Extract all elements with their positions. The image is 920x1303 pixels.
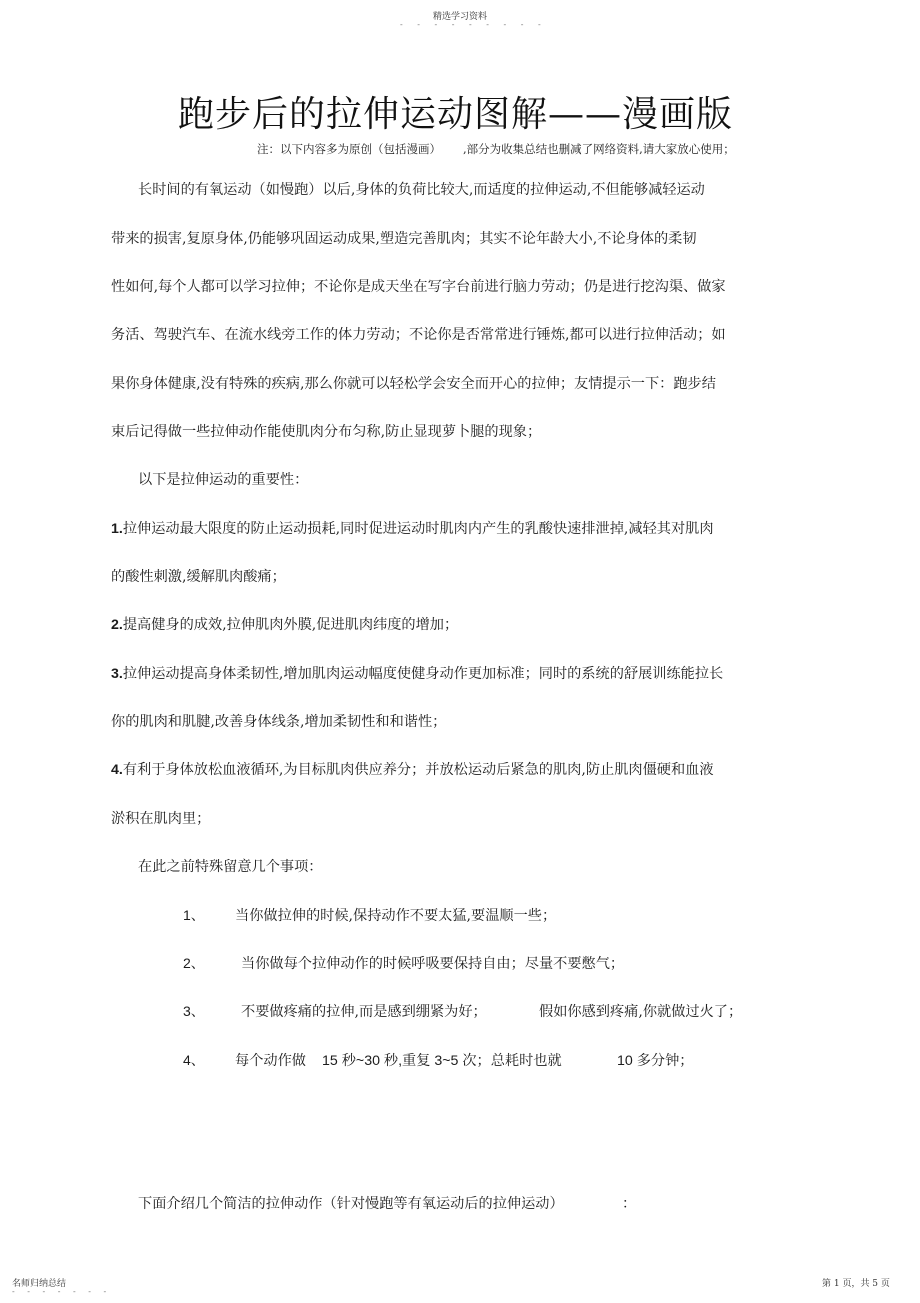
- importance-item-3-cont: 你的肌肉和肌腱,改善身体线条,增加柔韧性和和谐性；: [111, 714, 447, 730]
- importance-heading: 以下是拉伸运动的重要性：: [138, 472, 309, 488]
- importance-item-2-text: 提高健身的成效,拉伸肌肉外膜,促进肌肉纬度的增加；: [122, 617, 459, 633]
- author-note-part2: ,部分为收集总结也删减了网络资料,请大家放心使用；: [463, 142, 735, 156]
- note-3-text-a: 不要做疼痛的拉伸,而是感到绷紧为好；: [241, 1004, 487, 1020]
- footer-dash-line: - - - - - - -: [12, 1287, 112, 1296]
- intro-line-1: 长时间的有氧运动（如慢跑）以后,身体的负荷比较大,而适度的拉伸运动,不但能够减轻运动: [138, 182, 705, 198]
- intro-line-2: 带来的损害,复原身体,仍能够巩固运动成果,塑造完善肌肉；其实不论年龄大小,不论身体的柔韧: [111, 231, 697, 247]
- note-2-num: 2、: [183, 955, 205, 971]
- importance-item-1-text: 拉伸运动最大限度的防止运动损耗,同时促进运动时肌肉内产生的乳酸快速排泄掉,减轻其对肌肉: [122, 521, 714, 537]
- importance-item-4-text: 有利于身体放松血液循环,为目标肌肉供应养分；并放松运动后紧急的肌肉,防止肌肉僵硬和血液: [122, 762, 714, 778]
- importance-item-3-text: 拉伸运动提高身体柔韧性,增加肌肉运动幅度使健身动作更加标准；同时的系统的舒展训练能拉长: [122, 666, 724, 682]
- importance-item-1-num: 1.: [111, 521, 123, 537]
- header-label: 精选学习资料: [432, 12, 487, 22]
- footer-left-label: 名师归纳总结: [12, 1279, 67, 1289]
- notes-heading: 在此之前特殊留意几个事项：: [138, 859, 323, 875]
- header-dash-line: - - - - - - - - -: [400, 20, 547, 29]
- page-title: 跑步后的拉伸运动图解——漫画版: [178, 94, 734, 135]
- note-1-text: 当你做拉伸的时候,保持动作不要太猛,要温顺一些；: [235, 908, 557, 924]
- note-3-text-b: 假如你感到疼痛,你就做过火了；: [539, 1004, 743, 1020]
- note-4-text-3: 10 多分钟；: [617, 1053, 694, 1069]
- intro-line-5: 果你身体健康,没有特殊的疾病,那么你就可以轻松学会安全而开心的拉伸；友情提示一下：跑步结: [111, 376, 716, 392]
- page-number: 第 1 页，共 5 页: [822, 1279, 890, 1289]
- importance-item-2: [111, 614, 458, 634]
- note-1-num: 1、: [183, 907, 205, 923]
- moves-intro-colon: ：: [622, 1196, 637, 1212]
- importance-item-2-num: 2.: [111, 617, 123, 633]
- moves-intro: 下面介绍几个简洁的拉伸动作（针对慢跑等有氧运动后的拉伸运动）: [138, 1196, 564, 1212]
- importance-item-4: [111, 759, 714, 779]
- intro-line-4: 务活、驾驶汽车、在流水线旁工作的体力劳动；不论你是否常常进行锤炼,都可以进行拉伸活动；如: [111, 327, 726, 343]
- intro-line-6: 束后记得做一些拉伸动作能使肌肉分布匀称,防止显现萝卜腿的现象；: [111, 424, 542, 440]
- intro-line-3: 性如何,每个人都可以学习拉伸；不论你是成天坐在写字台前进行脑力劳动；仍是进行挖沟渠、做家: [111, 279, 726, 295]
- importance-item-3-num: 3.: [111, 666, 123, 682]
- note-4-text-2: [322, 1050, 562, 1070]
- note-2-text: 当你做每个拉伸动作的时候呼吸要保持自由；尽量不要憋气；: [241, 956, 625, 972]
- note-3-num: 3、: [183, 1003, 205, 1019]
- importance-item-3: [111, 663, 723, 683]
- importance-item-4-cont: 淤积在肌肉里；: [111, 811, 211, 827]
- note-4-duration: 15 秒~30 秒,重复 3~5 次；总耗时也就: [322, 1053, 562, 1069]
- importance-item-1-cont: 的酸性刺激,缓解肌肉酸痛；: [111, 569, 286, 585]
- note-4-text-1: 每个动作做: [235, 1053, 306, 1069]
- author-note-part1: 注：以下内容多为原创（包括漫画）: [257, 142, 441, 156]
- note-4-num: 4、: [183, 1052, 205, 1068]
- importance-item-4-num: 4.: [111, 762, 123, 778]
- author-note: [257, 141, 735, 157]
- importance-item-1: [111, 518, 714, 538]
